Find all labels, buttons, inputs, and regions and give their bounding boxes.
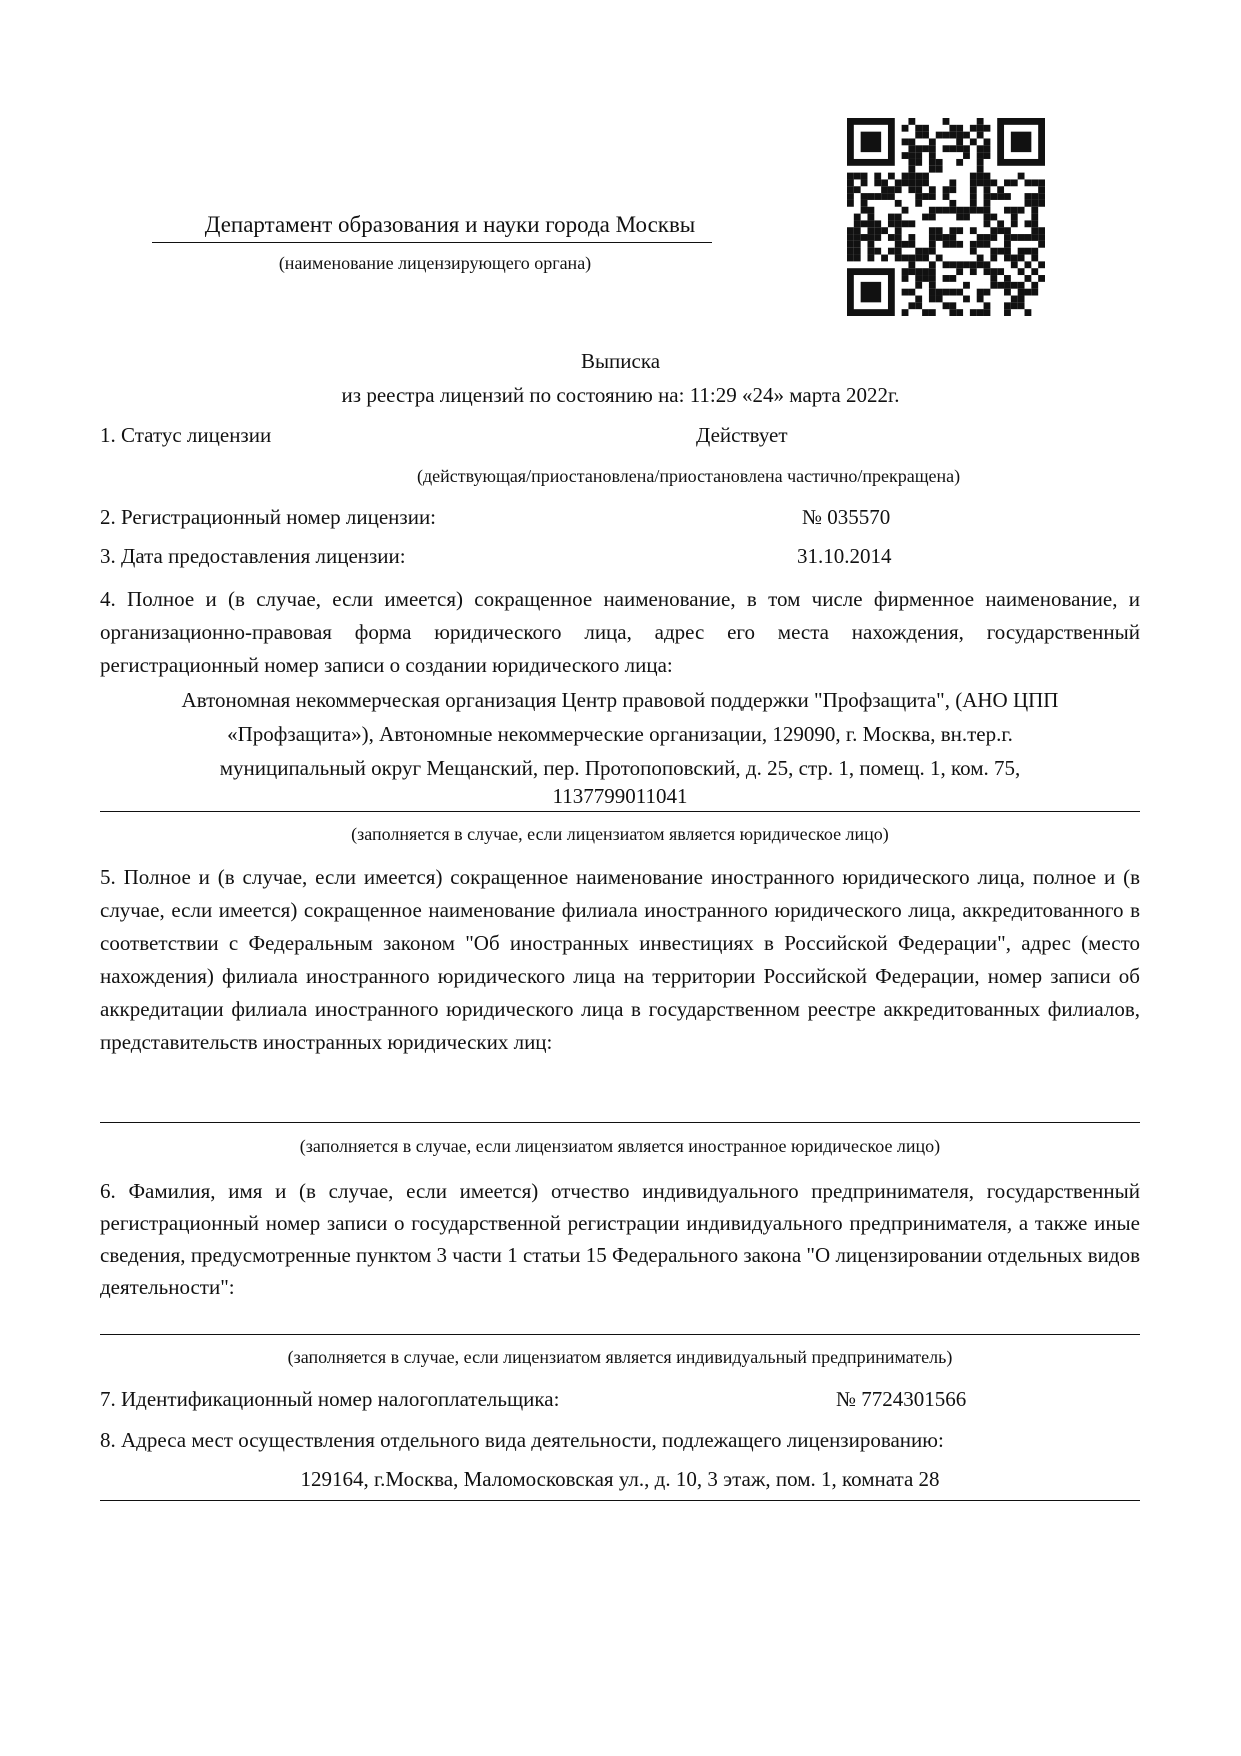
document-subtitle: из реестра лицензий по состоянию на: 11:29 «24» марта 2022г.	[341, 383, 900, 407]
authority-name: Департамент образования и науки города Москвы	[204, 212, 696, 237]
item6-caption: (заполняется в случае, если лицензиатом является индивидуальный предприниматель)	[287, 1347, 953, 1367]
item6-underline	[100, 1334, 1140, 1335]
item4-text: 4. Полное и (в случае, если имеется) сокращенное наименование, в том числе фирменное наименование, и организационно-правовая форма юридического лица, адрес его места нахождения, государственный регистрационный номер записи о создании юридического лица:	[100, 587, 1140, 677]
regnum-value: № 035570	[802, 505, 891, 529]
item5-underline	[100, 1122, 1140, 1123]
date-value: 31.10.2014	[797, 544, 892, 568]
status-label: 1. Статус лицензии	[100, 423, 272, 447]
item6-text: 6. Фамилия, имя и (в случае, если имеется) отчество индивидуального предпринимателя, государственный регистрационный номер записи о государственной регистрации индивидуального предпринимателя, а также иные сведения, предусмотренные пунктом 3 части 1 статьи 15 Федерального закона "О лицензировании отдельных видов деятельности":	[100, 1179, 1140, 1299]
inn-label: 7. Идентификационный номер налогоплательщика:	[100, 1387, 560, 1411]
item8-label: 8. Адреса мест осуществления отдельного вида деятельности, подлежащего лицензированию:	[100, 1428, 944, 1452]
item4-value-line2: «Профзащита»), Автономные некоммерческие организации, 129090, г. Москва, вн.тер.г.	[227, 722, 1013, 746]
regnum-label: 2. Регистрационный номер лицензии:	[100, 505, 437, 529]
qr-code-icon	[847, 118, 1045, 316]
status-caption: (действующая/приостановлена/приостановлена частично/прекращена)	[417, 466, 961, 486]
document-title: Выписка	[580, 349, 661, 373]
item8-underline	[100, 1500, 1140, 1501]
item4-value-ogrn: 1137799011041	[552, 784, 688, 808]
item4-value-line1: Автономная некоммерческая организация Центр правовой поддержки "Профзащита", (АНО ЦПП	[181, 688, 1059, 712]
authority-caption: (наименование лицензирующего органа)	[278, 253, 592, 273]
inn-value: № 7724301566	[836, 1387, 967, 1411]
status-value: Действует	[696, 423, 788, 447]
item4-underline	[100, 811, 1140, 812]
authority-underline	[152, 242, 712, 243]
date-label: 3. Дата предоставления лицензии:	[100, 544, 406, 568]
item5-text: 5. Полное и (в случае, если имеется) сокращенное наименование иностранного юридического лица, полное и (в случае, если имеется) сокращенное наименование филиала иностранного юридического лица, аккредитованного в соответствии с Федеральным законом "Об иностранных инвестициях в Российской Федерации", адрес (место нахождения) филиала иностранного юридического лица на территории Российской Федерации, номер записи об аккредитации филиала иностранного юридического лица в государственном реестре аккредитованных филиалов, представительств иностранных юридических лиц:	[100, 865, 1140, 1054]
item4-value-line3: муниципальный округ Мещанский, пер. Протопоповский, д. 25, стр. 1, помещ. 1, ком. 75,	[219, 756, 1021, 780]
item8-value: 129164, г.Москва, Маломосковская ул., д. 10, 3 этаж, пом. 1, комната 28	[300, 1467, 940, 1491]
item5-caption: (заполняется в случае, если лицензиатом является иностранное юридическое лицо)	[299, 1136, 941, 1156]
item4-caption: (заполняется в случае, если лицензиатом является юридическое лицо)	[351, 824, 889, 844]
